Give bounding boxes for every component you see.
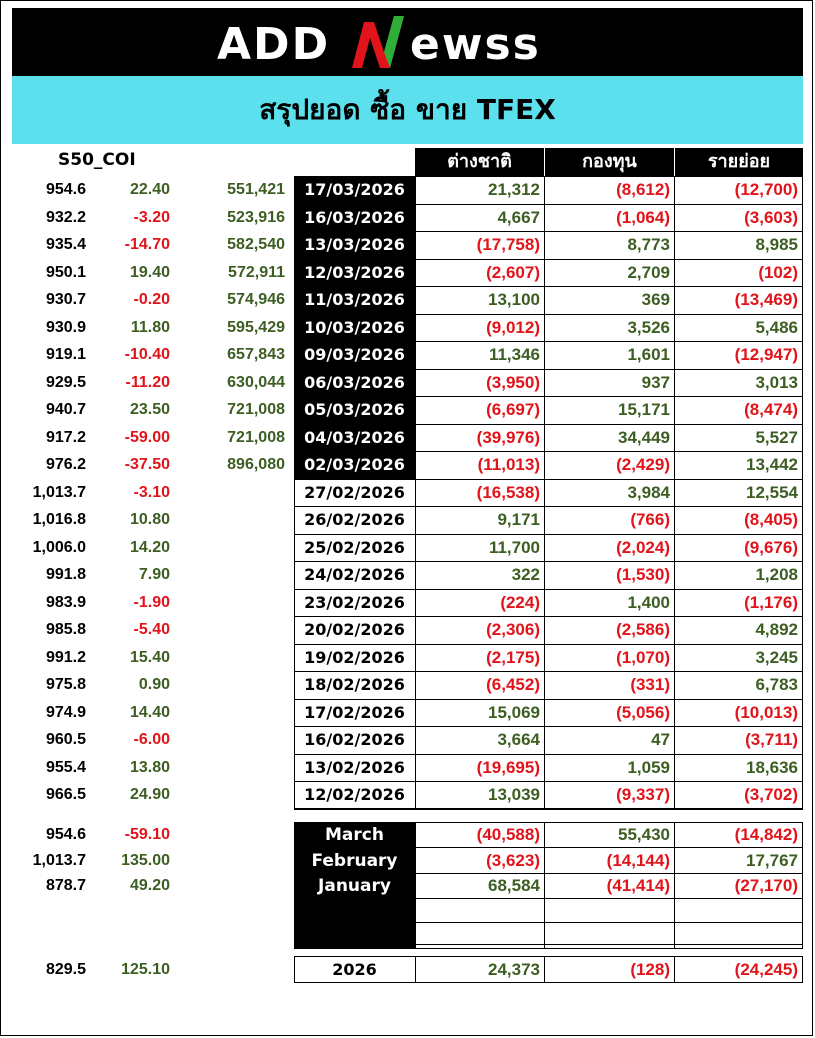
table-row	[0, 396, 815, 424]
grid-line	[415, 479, 803, 480]
foreign-value: (3,623)	[486, 850, 540, 870]
retail-value: (13,469)	[734, 290, 798, 309]
change-value: -0.20	[133, 291, 170, 308]
change-value: -5.40	[133, 621, 170, 638]
grid-line	[294, 534, 803, 535]
logo	[12, 8, 803, 76]
retail-value: (3,702)	[744, 785, 798, 804]
retail-value: (8,405)	[744, 510, 798, 529]
foreign-value: 4,667	[497, 207, 540, 227]
oi-value: 582,540	[227, 236, 285, 253]
oi-value: 657,843	[227, 346, 285, 363]
retail-value: (14,842)	[734, 825, 798, 844]
date-cell: 16/03/2026	[294, 204, 415, 232]
date-cell: 26/02/2026	[304, 510, 405, 529]
date-cell: 11/03/2026	[294, 286, 415, 314]
foreign-value: 15,069	[488, 702, 540, 722]
foreign-value: 9,171	[497, 510, 540, 529]
index-value: 960.5	[45, 731, 86, 748]
change-value: 14.40	[129, 703, 170, 721]
retail-value: 4,892	[755, 620, 798, 639]
oi-value: 574,946	[227, 291, 285, 308]
col-header-foreign: ต่างชาติ	[415, 148, 544, 176]
grid-line	[415, 922, 803, 923]
oi-value: 630,044	[227, 373, 285, 391]
oi-value	[200, 589, 285, 617]
fund-value: 3,984	[627, 482, 670, 502]
date-cell: 10/03/2026	[294, 314, 415, 342]
change-value: -3.20	[133, 208, 170, 226]
fund-value: 2,709	[627, 262, 670, 282]
foreign-value: 21,312	[488, 180, 540, 199]
fund-value: 55,430	[618, 825, 670, 844]
fund-value: 34,449	[618, 427, 670, 447]
index-value: 878.7	[45, 877, 86, 894]
index-value: 985.8	[45, 621, 86, 638]
date-cell: 13/03/2026	[294, 231, 415, 259]
svg-text:ADD: ADD	[217, 19, 331, 70]
change-value: 14.20	[129, 538, 170, 556]
index-value: 929.5	[45, 373, 86, 391]
change-value: 0.90	[138, 676, 170, 693]
date-cell: 06/03/2026	[294, 369, 415, 397]
foreign-value: (2,607)	[486, 262, 540, 282]
grid-line	[294, 616, 803, 617]
oi-value: 896,080	[227, 456, 285, 473]
foreign-value: (39,976)	[476, 427, 540, 447]
oi-value	[200, 671, 285, 699]
index-value: 954.6	[45, 826, 86, 843]
fund-value: 937	[641, 372, 670, 392]
change-value: -37.50	[124, 456, 170, 473]
yearly-row	[0, 956, 815, 984]
fund-value: (14,144)	[606, 850, 670, 870]
fund-value: (41,414)	[606, 876, 670, 895]
oi-value	[200, 506, 285, 534]
index-value: 966.5	[45, 786, 86, 803]
change-value: 125.10	[121, 961, 170, 978]
foreign-value: (11,013)	[477, 455, 540, 474]
change-value: -3.10	[133, 483, 170, 501]
date-cell: 09/03/2026	[294, 341, 415, 369]
change-value: 24.90	[129, 786, 170, 803]
oi-value	[200, 534, 285, 562]
fund-value: (5,056)	[616, 702, 670, 722]
date-cell: 04/03/2026	[294, 424, 415, 452]
grid-line	[294, 754, 803, 755]
change-value: -14.70	[124, 236, 170, 253]
date-cell: 27/02/2026	[304, 482, 405, 502]
oi-value: 721,008	[227, 428, 285, 446]
retail-value: 3,013	[755, 372, 798, 392]
grid-line	[544, 176, 545, 809]
foreign-value: 3,664	[497, 730, 540, 749]
index-value: 919.1	[45, 346, 86, 363]
oi-value	[200, 616, 285, 644]
grid-line	[294, 726, 803, 727]
grid-line	[415, 898, 803, 899]
retail-value: (12,700)	[734, 180, 798, 199]
foreign-value: (16,538)	[476, 482, 540, 502]
title-band	[12, 76, 803, 144]
change-value: 49.20	[129, 877, 170, 894]
retail-value: 5,527	[755, 427, 798, 447]
logo-graphic	[12, 8, 803, 76]
oi-value	[200, 561, 285, 589]
grid-line	[415, 424, 803, 425]
index-value: 1,013.7	[32, 483, 86, 501]
retail-value: (1,176)	[744, 592, 798, 612]
table-row	[0, 369, 815, 397]
change-value: 13.80	[129, 758, 170, 776]
fund-value: (8,612)	[616, 180, 670, 199]
oi-value: 572,911	[228, 263, 285, 281]
foreign-value: (17,758)	[476, 235, 540, 254]
logo-banner	[12, 8, 803, 76]
retail-value: 8,985	[755, 235, 798, 254]
index-value: 1,013.7	[32, 851, 86, 869]
change-value: -10.40	[124, 346, 170, 363]
fund-value: (1,530)	[616, 565, 670, 584]
grid-line	[294, 809, 803, 810]
date-cell: 19/02/2026	[304, 647, 405, 667]
date-cell: 12/03/2026	[294, 259, 415, 287]
foreign-value: (9,012)	[486, 317, 540, 337]
fund-value: 1,400	[627, 592, 670, 612]
date-cell: 23/02/2026	[304, 592, 405, 612]
fund-value: 3,526	[627, 317, 670, 337]
change-value: 22.40	[129, 181, 170, 198]
foreign-value: (19,695)	[476, 757, 540, 777]
index-value: 975.8	[45, 676, 86, 693]
fund-value: (2,024)	[616, 537, 670, 557]
grid-line	[415, 176, 803, 177]
index-value: 930.7	[45, 291, 86, 308]
index-value: 974.9	[45, 703, 86, 721]
change-value: 10.80	[129, 511, 170, 528]
svg-text:ewss: ewss	[410, 19, 541, 70]
oi-value	[200, 479, 285, 507]
monthly-row	[0, 848, 815, 873]
fund-value: 369	[641, 290, 670, 309]
grid-line	[415, 451, 803, 452]
foreign-value: (2,306)	[486, 620, 540, 639]
grid-line	[802, 176, 803, 809]
grid-line	[294, 699, 803, 700]
grid-line	[294, 589, 803, 590]
table-row	[0, 341, 815, 369]
foreign-value: (40,588)	[476, 825, 540, 844]
index-value: 955.4	[45, 758, 86, 776]
foreign-value: (3,950)	[486, 372, 540, 392]
retail-value: (10,013)	[734, 702, 798, 722]
grid-line	[415, 231, 803, 232]
table-row	[0, 176, 815, 204]
retail-value: 1,208	[755, 565, 798, 584]
index-value: 932.2	[45, 208, 86, 226]
s50-coi-label: S50_COI	[58, 150, 136, 170]
fund-value: (2,429)	[616, 455, 670, 474]
date-cell: 12/02/2026	[304, 785, 405, 804]
grid-line	[415, 259, 803, 260]
index-value: 930.9	[45, 318, 86, 336]
foreign-value: 13,100	[488, 290, 540, 309]
fund-value: 1,059	[627, 757, 670, 777]
foreign-value: 13,039	[488, 785, 540, 804]
month-label: February	[311, 850, 398, 871]
page-title: สรุปยอด ซื้อ ขาย TFEX	[259, 93, 556, 126]
index-value: 991.8	[45, 566, 86, 583]
index-value: 1,016.8	[32, 511, 86, 528]
oi-value: 523,916	[227, 208, 285, 226]
index-value: 954.6	[45, 181, 86, 198]
grid-line	[415, 341, 803, 342]
foreign-value: (224)	[500, 592, 540, 612]
change-value: 135.00	[121, 851, 170, 869]
oi-value	[200, 754, 285, 782]
foreign-value: 24,373	[488, 960, 540, 979]
col-header-retail: รายย่อย	[675, 148, 803, 176]
index-value: 829.5	[45, 961, 86, 978]
date-cell: 16/02/2026	[304, 730, 405, 749]
fund-value: (1,070)	[616, 647, 670, 667]
foreign-value: (6,452)	[486, 675, 540, 694]
retail-value: (3,711)	[745, 730, 798, 749]
date-cell: 18/02/2026	[304, 675, 405, 694]
oi-value	[200, 699, 285, 727]
foreign-value: 11,346	[488, 345, 540, 364]
change-value: 23.50	[129, 401, 170, 418]
retail-value: 12,554	[746, 482, 798, 502]
oi-value: 551,421	[227, 181, 285, 198]
grid-line	[674, 176, 675, 809]
grid-line	[415, 286, 803, 287]
date-cell: 17/03/2026	[294, 176, 415, 204]
table-row	[0, 314, 815, 342]
index-value: 950.1	[45, 263, 86, 281]
oi-value	[200, 726, 285, 754]
table-row	[0, 451, 815, 479]
date-cell: 24/02/2026	[304, 565, 405, 584]
grid-line	[294, 506, 803, 507]
retail-value: 3,245	[755, 647, 798, 667]
fund-value: 47	[651, 730, 670, 749]
index-value: 935.4	[45, 236, 86, 253]
retail-value: (102)	[758, 262, 798, 282]
foreign-value: (6,697)	[486, 400, 540, 419]
oi-value: 721,008	[227, 401, 285, 418]
grid-line	[294, 561, 803, 562]
index-value: 940.7	[45, 401, 86, 418]
change-value: -59.00	[124, 428, 170, 446]
col-header-fund: กองทุน	[545, 148, 674, 176]
foreign-value: 68,584	[488, 876, 540, 895]
date-cell: 20/02/2026	[304, 620, 405, 639]
change-value: -59.10	[124, 826, 170, 843]
fund-value: (128)	[630, 960, 670, 979]
oi-value	[200, 644, 285, 672]
index-value: 976.2	[45, 456, 86, 473]
monthly-row	[0, 822, 815, 847]
index-value: 983.9	[45, 593, 86, 611]
change-value: 11.80	[130, 318, 170, 336]
grid-line	[294, 671, 803, 672]
monthly-row	[0, 873, 815, 898]
grid-line	[415, 396, 803, 397]
date-cell: 02/03/2026	[294, 451, 415, 479]
change-value: 15.40	[129, 648, 170, 666]
table-row	[0, 204, 815, 232]
oi-value	[200, 781, 285, 809]
date-cell: 25/02/2026	[304, 537, 405, 557]
fund-value: (2,586)	[616, 620, 670, 639]
date-cell: 17/02/2026	[304, 702, 405, 722]
retail-value: 5,486	[755, 317, 798, 337]
foreign-value: (2,175)	[486, 647, 540, 667]
fund-value: (766)	[630, 510, 670, 529]
foreign-value: 322	[511, 565, 540, 584]
retail-value: 13,442	[746, 455, 798, 474]
grid-line	[415, 204, 803, 205]
table-row	[0, 286, 815, 314]
index-value: 1,006.0	[32, 538, 86, 556]
index-value: 991.2	[45, 648, 86, 666]
retail-value: (12,947)	[734, 345, 798, 364]
grid-line	[415, 369, 803, 370]
grid-line	[294, 781, 803, 782]
change-value: -11.20	[125, 373, 170, 391]
fund-value: 15,171	[618, 400, 670, 419]
fund-value: 8,773	[627, 235, 670, 254]
retail-value: (9,676)	[744, 537, 798, 557]
oi-value: 595,429	[227, 318, 285, 336]
change-value: -6.00	[133, 731, 170, 748]
fund-value: (331)	[630, 675, 670, 694]
date-cell: 05/03/2026	[294, 396, 415, 424]
grid-line	[415, 944, 803, 945]
month-label: March	[325, 825, 384, 845]
table-row	[0, 424, 815, 452]
table-row	[0, 259, 815, 287]
date-cell: 13/02/2026	[304, 757, 405, 777]
change-value: 19.40	[129, 263, 170, 281]
month-label: January	[318, 876, 391, 896]
retail-value: (24,245)	[734, 960, 798, 979]
fund-value: (9,337)	[616, 785, 670, 804]
table-row	[0, 231, 815, 259]
fund-value: 1,601	[627, 345, 670, 364]
retail-value: (8,474)	[744, 400, 798, 419]
change-value: -1.90	[133, 593, 170, 611]
change-value: 7.90	[138, 566, 170, 583]
retail-value: 18,636	[746, 757, 798, 777]
fund-value: (1,064)	[616, 207, 670, 227]
index-value: 917.2	[45, 428, 86, 446]
grid-line	[415, 314, 803, 315]
retail-value: 6,783	[755, 675, 798, 694]
grid-line	[294, 644, 803, 645]
year-label: 2026	[332, 960, 377, 979]
grid-line	[415, 176, 416, 809]
retail-value: (27,170)	[734, 876, 798, 895]
retail-value: (3,603)	[744, 207, 798, 227]
foreign-value: 11,700	[488, 537, 540, 557]
retail-value: 17,767	[746, 850, 798, 870]
